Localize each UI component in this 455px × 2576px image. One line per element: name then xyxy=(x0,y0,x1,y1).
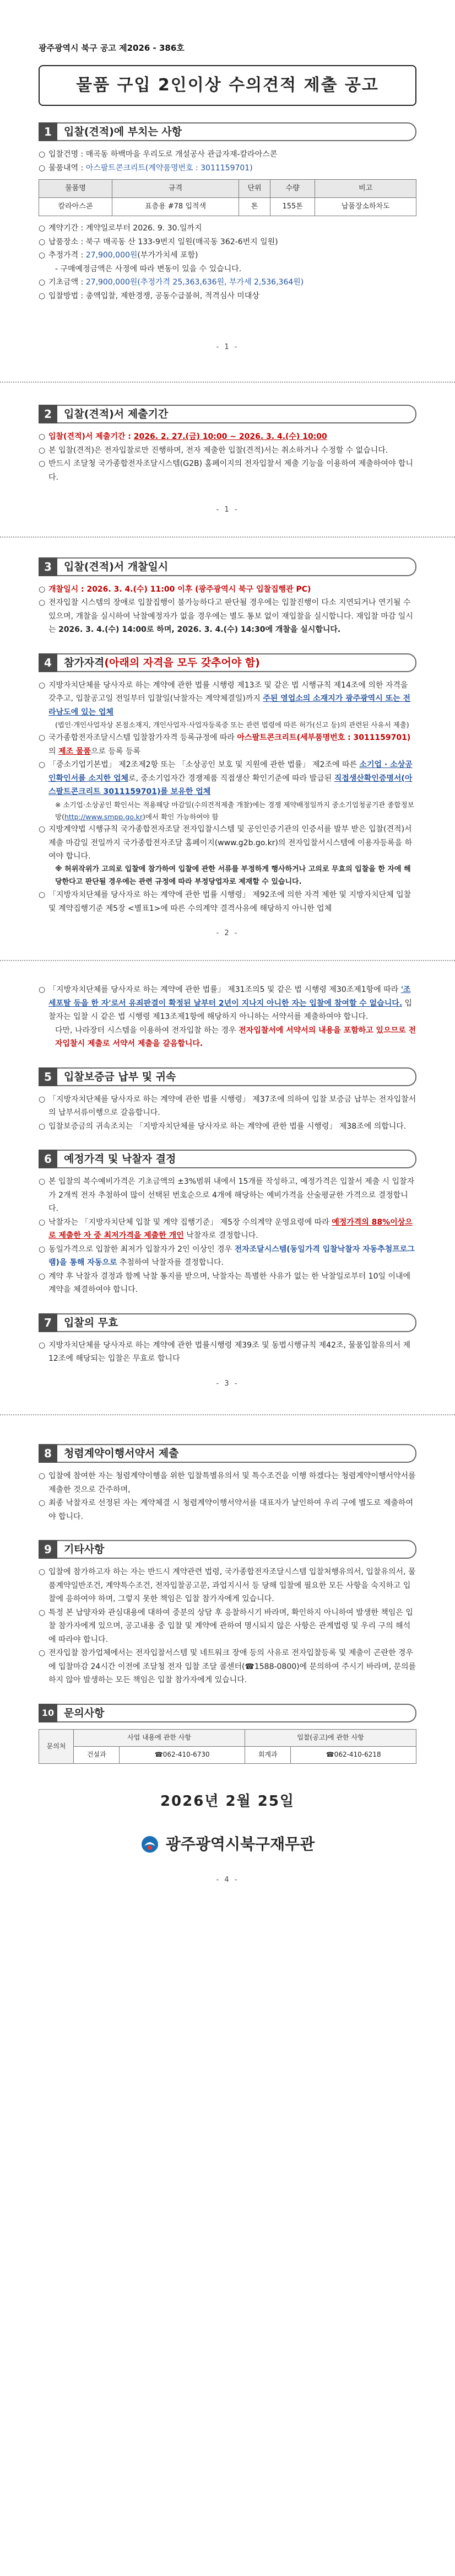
tax-rule: 「지방자치단체를 당사자로 하는 계약에 관한 법률」 제31조의5 및 같은 법 시행령 제30조제1항에 따라 xyxy=(48,985,401,995)
price-rule: 본 입찰의 복수예비가격은 기초금액의 ±3%범위 내에서 15개를 작성하고, 예정가격은 입찰서 제출 시 입찰자가 2개씩 전자 추첨하여 많이 선택된 번호순으로 4개에 해당하는 예비가격을 산술평균한 가격으로 결정합니다. xyxy=(48,1177,415,1214)
section-number: 2 xyxy=(39,405,57,423)
table-header: 물품명 xyxy=(39,180,112,198)
tax-evasion: '조세포탈 등을 한 자' xyxy=(48,985,411,1008)
section-number: 8 xyxy=(39,1444,57,1463)
base-price: 27,900,000원(추정가격 25,363,636원, 부가세 2,536,364원) xyxy=(85,278,304,287)
contact-dept: 건설과 xyxy=(74,1746,120,1763)
section-number: 4 xyxy=(39,653,57,672)
delivery-place: 납품장소 : 북구 매곡동 산 133-9번지 일원(매곡동 362-6번지 일원) xyxy=(48,237,278,246)
page-title: 물품 구입 2인이상 수의견적 제출 공고 xyxy=(39,65,416,106)
award-rule: 낙찰자는 「지방자치단체 입찰 및 계약 집행기준」 제5장 수의계약 운영요령에 따라 xyxy=(48,1217,332,1227)
contract-deadline: 계약 후 낙찰자 결정과 함께 낙찰 통지를 받으며, 낙찰자는 특별한 사유가 없는 한 낙찰일로부터 10일 이내에 계약을 체결하여야 합니다. xyxy=(48,1271,411,1295)
section-number: 6 xyxy=(39,1150,57,1168)
registration-item: 아스팔트콘크리트(세부품명번호 : 3011159701) xyxy=(237,733,411,743)
pledge-substitute: 전자입찰서에 서약서의 내용을 포함하고 있으므로 전자입찰시 제출로 서약서 제출을 갈음합니다. xyxy=(55,1026,416,1049)
page-number: - 1 - xyxy=(216,506,239,514)
tie-rule: 동일가격으로 입찰한 최저가 입찰자가 2인 이상인 경우 xyxy=(48,1244,235,1254)
page: 광주광역시 북구 공고 제2026 - 386호 물품 구입 2인이상 수의견적 제출 공고 1 입찰(견적)에 부치는 사항 ○ 입찰건명 : 매곡동 하백마을 우리도로 개설공사 관급자재-칼라아스콘 ○ 물품내역 : 아스팔트콘크리트(계약품명번호 : 3011159701) 물품명 규격 단위 수량 비고 칼라아스콘 표층용 #78 입적색 톤 155톤 납품장소하차도 ○ 계약기간 : 계약일로부터 2026. 9. 30.일까지 ○ 납품장소 : 북구 매곡동 산 133-9번지 일원(매곡동 362-6번지 일원) ○ 추정가격 : 27,900,000원(부가가치세 포함) - 구매예정금액은 사정에 따라 변동이 있을 수 있습니다. ○ 기초금액 : 27,900,000원(추정가격 25,363,636원, 부가세 2,536,364원) ○ 입찰방법 : 총액입찰, 제한경쟁, 공동수급불허, 적격심사 미대상 - 1 - 2 입찰(견적)서 제출기간 ○ 입찰(견적)서 제출기간 : 2026. 2. 27.(금) 10:00 ~ 2026. 3. 4.(수) 10:00 ○ 본 입찰(견적)은 전자입찰로만 진행하며, 전자 제출한 입찰(견적)서는 취소하거나 수정할 수 없습니다. ○ 반드시 조달청 국가종합전자조달시스템(G2B) 홈페이지의 전자입찰서 제출 기능을 이용하여 제출하여야 합니다. - 1 - 3 입찰(견적)서 개찰일시 ○ 개찰일시 : 2026. 3. 4.(수) 11:00 이후 (광주광역시 북구 입찰집행관 PC) ○ 전자입찰 시스템의 장애로 입찰집행이 불가능하다고 판단될 경우에는 입찰진행이 다소 지연되거나 연기될 수 있으며, 개찰을 실시하여 낙찰예정자가 없을 경우에는 별도 통보 없이 재입찰을 실시합니다. 재입찰 마감 일시는 2026. 3. 4.(수) 14:00로 하며, 2026. 3. 4.(수) 14:30에 개찰을 실시합니다. 4 참가자격(아래의 자격을 모두 갖추어야 함) ○ 지방자치단체를 당사자로 하는 계약에 관한 법률 시행령 제13조 및 같은 법 시행규칙 제14조에 의한 자격을 갖추고, 입찰공고일 전일부터 입찰일(낙찰자는 계약체결일)까지 주된 영업소의 소재지가 광주광역시 또는 전라남도에 있는 업체 (법인·개인사업자상 본점소재지, 개인사업자·사업자등록증 또는 관련 법령에 따른 허가(신고 등)의 관련된 사유서 제출) ○ 국가종합전자조달시스템 입찰참가자격 등록규정에 따라 아스팔트콘크리트(세부품명번호 : 3011159701)의 제조 물품으로 등록 등록 ○ 「중소기업기본법」 제2조제2항 또는 「소상공인 보호 및 지원에 관한 법률」 제2조에 따른 소기업 · 소상공인확인서를 소지한 업체로, 중소기업자간 경쟁제품 직접생산 확인기준에 따라 발급된 직접생산확인증명서(아스팔트콘크리트 3011159701)를 보유한 업체 ※ 소기업·소상공인 확인서는 적용해당 마감일(수의견적제출 개찰)에는 경쟁 제약배정일까지 중소기업청공기관 종합정보망(http://www.smpp.go.kr)에서 확인 가능하여야 함 ○ 지방계약법 시행규칙 국가종합전자조달 전자입찰시스템 및 공인인증기관의 인증서를 발부 받은 입찰(견적)서 제출 마감일 전일까지 국가종합전자조달 홈페이지(www.g2b.go.kr)의 전자입찰서시스템에 이용자등록을 하여야 합니다. ※ 허위작위가 고의로 입찰에 참가하여 입찰에 관한 서류를 부정하게 행사하거나 고의로 무효의 입찰을 한 자에 해당한다고 판단될 경우에는 관련 규정에 따라 부정당업자로 제재할 수 있습니다. ○ 「지방자치단체를 당사자로 하는 계약에 관한 법률 시행령」 제92조에 의한 자격 제한 및 지방자치단체 입찰 및 계약집행기준 제5장 <별표1>에 따른 수의계약 결격사유에 해당하지 아니한 업체 - 2 - ○ 「지방자치단체를 당사자로 하는 계약에 관한 법률」 제31조의5 및 같은 법 시행령 제30조제1항에 따라 '조세포탈 등을 한 자'로서 유죄판결이 확정된 날부터 2년이 지나지 아니한 자는 입찰에 참여할 수 없습니다. 입찰자는 입찰 시 같은 법 시행령 제13조제1항에 해당하지 아니하는 서약서를 제출하여야 합니다. 다만, 나라장터 시스템을 이용하여 전자입찰 하는 경우 전자입찰서에 서약서의 내용을 포함하고 있으므로 전자입찰시 제출로 서약서 제출을 갈음합니다. 5 입찰보증금 납부 및 귀속 ○ 「지방자치단체를 당사자로 하는 계약에 관한 법률 시행령」 제37조에 의하여 입찰 보증금 납부는 전자입찰서의 납부서류이행으로 갈음합니다. ○ 입찰보증금의 귀속조치는 「지방자치단체를 당사자로 하는 계약에 관한 법률 시행령」 제38조에 의합니다. 6 예정가격 및 낙찰자 결정 ○ 본 입찰의 복수예비가격은 기초금액의 ±3%범위 내에서 15개를 작성하고, 예정가격은 입찰서 제출 시 입찰자가 2개씩 전자 추첨하여 많이 선택된 번호순으로 4개에 해당하는 예비가격을 산술평균한 가격으로 결정합니다. ○ 낙찰자는 「지방자치단체 입찰 및 계약 집행기준」 제5장 수의계약 운영요령에 따라 예정가격의 88%이상으로 제출한 자 중 최저가격을 제출한 개인 낙찰자로 결정합니다. ○ 동일가격으로 입찰한 최저가 입찰자가 2인 이상인 경우 전자조달시스템(동일가격 입찰낙찰자 자동추첨프로그램)을 통해 자동으로 추첨하여 낙찰자를 결정합니다. ○ 계약 후 낙찰자 결정과 함께 낙찰 통지를 받으며, 낙찰자는 특별한 사유가 없는 한 낙찰일로부터 10일 이내에 계약을 체결하여야 합니다. 7 입찰의 무효 ○ 지방자치단체를 당사자로 하는 계약에 관한 법률시행령 제39조 및 동법시행규칙 제42조, 물품입찰유의서 제12조에 해당되는 입찰은 무효로 합니다 - 3 - 8 청렴계약이행서약서 제출 ○ 입찰에 참여한 자는 청렴계약이행을 위한 입찰특별유의서 및 특수조건을 이행 하겠다는 청렴계약이행서약서를 제출한 것으로 간주하며, ○ 최종 낙찰자로 선정된 자는 계약체결 시 청렴계약이행서약서를 대표자가 날인하여 우리 구에 별도로 제출하여야 합니다. 9 기타사항 ○ 입찰에 참가하고자 하는 자는 반드시 계약관련 법령, 국가종합전자조달시스템 입찰처행유의서, 입찰유의서, 물품계약일반조건, 계약특수조건, 전자입찰공고문, 과업지시서 등 당해 입찰에 필요한 모든 사항을 숙지하고 입찰에 응하여야 하며, 그렇지 못한 책임은 입찰 참가자에게 있습니다. ○ 특정 본 납양자와 관심대용에 대하여 중분의 상담 후 응찰하시기 바라며, 확인하지 아니하여 발생한 책임은 입찰 참가자에게 있으며, 공고내용 중 입찰 및 계약에 관하여 명시되지 않은 사항은 관계법령 및 우리 구의 해석에 따라야 합니다. ○ 전자입찰 참가업체에서는 전자입찰서스템 및 네트워크 장애 등의 사유로 전자입찰등록 및 제출이 곤란한 경우에 입찰마감 24시간 이전에 조달청 전자 입찰 조달 콜센터(☎1588-0800)에 문의하여 주시기 바라며, 문의를 하지 않아 발생하는 모든 책임은 입찰 참가자에게 있습니다. 10 문의사항 문의처 사업 내용에 관한 사항 입찰(공고)에 관한 사항 건설과 ☎062-410-6730 회계과 ☎062-410-6218 2026년 2월 25일 광주광역시북구재무관 - 4 - xyxy=(0,0,455,1887)
section-3-header xyxy=(39,557,416,576)
fraud-warning: ※ 허위작위가 고의로 입찰에 참가하여 입찰에 관한 서류를 부정하게 행사하거나 고의로 무효의 입찰을 한 자에 해당한다고 판단될 경우에는 관련 규정에 따라 부정당업자로 제재할 수 있습니다. xyxy=(55,865,411,886)
contact-header: 사업 내용에 관한 사항 xyxy=(74,1729,245,1746)
table-header: 규격 xyxy=(112,180,239,198)
section-9-body: ○ 입찰에 참가하고자 하는 자는 반드시 계약관련 법령, 국가종합전자조달시스템 입찰처행유의서, 입찰유의서, 물품계약일반조건, 계약특수조건, 전자입찰공고문, 과업지시서 등 당해 입찰에 필요한 모든 사항을 숙지하고 입찰에 응하여야 하며, 그렇지 못한 책임은 입찰 참가자에게 있습니다. ○ 특정 본 납양자와 관심대용에 대하여 중분의 상담 후 응찰하시기 바라며, 확인하지 아니하여 발생한 책임은 입찰 참가자에게 있으며, 공고내용 중 입찰 및 계약에 관하여 명시되지 않은 사항은 관계법령 및 우리 구의 해석에 따라야 합니다. ○ 전자입찰 참가업체에서는 전자입찰서스템 및 네트워크 장애 등의 사유로 전자입찰등록 및 제출이 곤란한 경우에 입찰마감 24시간 이전에 조달청 전자 입찰 조달 콜센터(☎1588-0800)에 문의하여 주시기 바라며, 문의를 하지 않아 발생하는 모든 책임은 입찰 참가자에게 있습니다. xyxy=(39,1565,416,1687)
small-business-cert: 소기업 · 소상공인확인서를 소지한 업체 xyxy=(48,760,413,783)
issuer xyxy=(39,1831,416,1858)
section-3-body: ○ 개찰일시 : 2026. 3. 4.(수) 11:00 이후 (광주광역시 북구 입찰집행관 PC) ○ 전자입찰 시스템의 장애로 입찰집행이 불가능하다고 판단될 경우에는 입찰진행이 다소 지연되거나 연기될 수 있으며, 개찰을 실시하여 낙찰예정자가 없을 경우에는 별도 통보 없이 재입찰을 실시합니다. 재입찰 마감 일시는 2026. 3. 4.(수) 14:00로 하며, 2026. 3. 4.(수) 14:30에 개찰을 실시합니다. xyxy=(39,584,413,635)
section-title: 청렴계약이행서약서 제출 xyxy=(57,1444,416,1463)
contact-phone: ☎062-410-6730 xyxy=(120,1746,245,1763)
label: 기초금액 : xyxy=(48,278,86,287)
section-number: 10 xyxy=(39,1704,57,1722)
section-title: 입찰보증금 납부 및 귀속 xyxy=(57,1067,416,1086)
seal-icon xyxy=(140,1835,159,1854)
section-5-body: ○ 「지방자치단체를 당사자로 하는 계약에 관한 법률 시행령」 제37조에 의하여 입찰 보증금 납부는 전자입찰서의 납부서류이행으로 갈음합니다. ○ 입찰보증금의 귀속조치는 「지방자치단체를 당사자로 하는 계약에 관한 법률 시행령」 제38조에 의합니다. xyxy=(39,1093,416,1134)
pledge-note: 다만, 나라장터 시스템을 이용하여 전자입찰 하는 경우 xyxy=(55,1026,239,1035)
contact-table xyxy=(39,1729,416,1764)
table-header: 수량 xyxy=(270,180,315,198)
tie-lottery: 전자조달시스템(동일가격 입찰낙찰자 자동추첨프로그램)을 통해 자동으로 xyxy=(48,1244,415,1268)
item-detail: 아스팔트콘크리트(계약품명번호 : 3011159701) xyxy=(85,163,253,173)
contract-period: 계약기간 : 계약일로부터 2026. 9. 30.일까지 xyxy=(48,224,202,233)
section-2-body: ○ 입찰(견적)서 제출기간 : 2026. 2. 27.(금) 10:00 ~ 2026. 3. 4.(수) 10:00 ○ 본 입찰(견적)은 전자입찰로만 진행하며, 전자 제출한 입찰(견적)서는 취소하거나 수정할 수 없습니다. ○ 반드시 조달청 국가종합전자조달시스템(G2B) 홈페이지의 전자입찰서 제출 기능을 이용하여 제출하여야 합니다. xyxy=(39,430,416,484)
registration-type: 제조 물품 xyxy=(58,747,91,756)
section-4-body: ○ 지방자치단체를 당사자로 하는 계약에 관한 법률 시행령 제13조 및 같은 법 시행규칙 제14조에 의한 자격을 갖추고, 입찰공고일 전일부터 입찰일(낙찰자는 계약체결일)까지 주된 영업소의 소재지가 광주광역시 또는 전라남도에 있는 업체 (법인·개인사업자상 본점소재지, 개인사업자·사업자등록증 또는 관련 법령에 따른 허가(신고 등)의 관련된 사유서 제출) ○ 국가종합전자조달시스템 입찰참가자격 등록규정에 따라 아스팔트콘크리트(세부품명번호 : 3011159701)의 제조 물품으로 등록 등록 ○ 「중소기업기본법」 제2조제2항 또는 「소상공인 보호 및 지원에 관한 법률」 제2조에 따른 소기업 · 소상공인확인서를 소지한 업체로, 중소기업자간 경쟁제품 직접생산 확인기준에 따라 발급된 직접생산확인증명서(아스팔트콘크리트 3011159701)를 보유한 업체 ※ 소기업·소상공인 확인서는 적용해당 마감일(수의견적제출 개찰)에는 경쟁 제약배정일까지 중소기업청공기관 종합정보망(http://www.smpp.go.kr)에서 확인 가능하여야 함 ○ 지방계약법 시행규칙 국가종합전자조달 전자입찰시스템 및 공인인증기관의 인증서를 발부 받은 입찰(견적)서 제출 마감일 전일까지 국가종합전자조달 홈페이지(www.g2b.go.kr)의 전자입찰서시스템에 이용자등록을 하여야 합니다. ※ 허위작위가 고의로 입찰에 참가하여 입찰에 관한 서류를 부정하게 행사하거나 고의로 무효의 입찰을 한 자에 해당한다고 판단될 경우에는 관련 규정에 따라 부정당업자로 제재할 수 있습니다. ○ 「지방자치단체를 당사자로 하는 계약에 관한 법률 시행령」 제92조에 의한 자격 제한 및 지방자치단체 입찰 및 계약집행기준 제5장 <별표1>에 따른 수의계약 결격사유에 해당하지 아니한 업체 xyxy=(39,679,416,916)
section-8-header xyxy=(39,1444,416,1463)
section-10-header xyxy=(39,1704,416,1722)
section-title-note: (아래의 자격을 모두 갖추어야 함) xyxy=(104,656,260,669)
label: 으로 등록 등록 xyxy=(90,747,141,756)
section-title: 입찰(견적)서 제출기간 xyxy=(57,405,416,423)
section-title: 예정가격 및 낙찰자 결정 xyxy=(57,1150,416,1168)
misc-rule-2: 특정 본 납양자와 관심대용에 대하여 중분의 상담 후 응찰하시기 바라며, 확인하지 아니하여 발생한 책임은 입찰 참가자에게 있으며, 공고내용 중 입찰 및 계약에 관하여 명시되지 않은 사항은 관계법령 및 우리 구의 해석에 따라야 합니다. xyxy=(48,1608,413,1644)
invalid-bid-rule: 지방자치단체를 당사자로 하는 계약에 관한 법률시행령 제39조 및 동법시행규칙 제42조, 물품입찰유의서 제12조에 해당되는 입찰은 무효로 합니다 xyxy=(48,1340,411,1364)
integrity-submission: 최종 낙찰자로 선정된 자는 계약체결 시 청렴계약이행서약서를 대표자가 날인하여 우리 구에 별도로 제출하여야 합니다. xyxy=(48,1499,413,1521)
section-1-header xyxy=(39,122,416,141)
section-9-header xyxy=(39,1540,416,1559)
tax-pledge: 입찰자는 입찰 시 같은 법 시행령 제13조제1항에 해당하지 아니하는 서약서를 제출하여야 합니다. xyxy=(48,999,413,1022)
direct-production-cert: 직접생산확인증명서(아스팔트콘크리트 3011159701)를 보유한 업체 xyxy=(48,774,413,797)
label: 로, 중소기업자간 경쟁제품 직접생산 확인기준에 따라 발급된 xyxy=(128,774,334,783)
section-8-body: ○ 입찰에 참여한 자는 청렴계약이행을 위한 입찰특별유의서 및 특수조건을 이행 하겠다는 청렴계약이행서약서를 제출한 것으로 간주하며, ○ 최종 낙찰자로 선정된 자는 계약체결 시 청렴계약이행서약서를 대표자가 날인하여 우리 구에 별도로 제출하여야 합니다. xyxy=(39,1469,416,1523)
label: 의 xyxy=(48,747,58,756)
label: 낙찰자로 결정합니다. xyxy=(183,1231,258,1241)
rebid-note: 전자입찰 시스템의 장애로 입찰집행이 불가능하다고 판단될 경우에는 입찰진행이 다소 지연되거나 연기될 수 있으며, 개찰을 실시하여 낙찰예정자가 없을 경우에는 별도 통보 없이 재입찰을 실시합니다. 재입찰 마감 일시는 xyxy=(48,598,413,635)
g2b-registration: 지방계약법 시행규칙 국가종합전자조달 전자입찰시스템 및 공인인증기관의 인증서를 발부 받은 입찰(견적)서 제출 마감일 전일까지 국가종합전자조달 홈페이지(www.g2b.go.kr)의 전자입찰서시스템에 이용자등록을 하여야 합니다. xyxy=(48,825,413,861)
contact-dept: 회계과 xyxy=(245,1746,290,1763)
section-number: 5 xyxy=(39,1067,57,1086)
smpp-link[interactable]: http://www.smpp.go.kr xyxy=(64,812,143,821)
table-cell: 칼라아스콘 xyxy=(39,198,112,216)
section-title: 입찰(견적)서 개찰일시 xyxy=(57,557,416,576)
misc-rule-1: 입찰에 참가하고자 하는 자는 반드시 계약관련 법령, 국가종합전자조달시스템 입찰처행유의서, 입찰유의서, 물품계약일반조건, 계약특수조건, 전자입찰공고문, 과업지시서 등 당해 입찰에 필요한 모든 사항을 숙지하고 입찰에 응하여야 하며, 그렇지 못한 책임은 입찰 참가자에게 있습니다. xyxy=(48,1568,416,1604)
section-title: 입찰(견적)에 부치는 사항 xyxy=(57,122,416,141)
section-number: 3 xyxy=(39,557,57,576)
qualification-text: 지방자치단체를 당사자로 하는 계약에 관한 법률 시행령 제13조 및 같은 법 시행규칙 제14조에 의한 자격을 갖추고, 입찰공고일 전일부터 입찰일(낙찰자는 계약체결일)까지 xyxy=(48,680,408,704)
page-number: - 4 - xyxy=(216,1876,239,1885)
label: 국가종합전자조달시스템 입찰참가자격 등록규정에 따라 xyxy=(48,733,237,743)
section-1-body: ○ 입찰건명 : 매곡동 하백마을 우리도로 개설공사 관급자재-칼라아스콘 ○ 물품내역 : 아스팔트콘크리트(계약품명번호 : 3011159701) 물품명 규격 단위 수량 비고 칼라아스콘 표층용 #78 입적색 톤 155톤 납품장소하차도 ○ 계약기간 : 계약일로부터 2026. 9. 30.일까지 ○ 납품장소 : 북구 매곡동 산 133-9번지 일원(매곡동 362-6번지 일원) ○ 추정가격 : 27,900,000원(부가가치세 포함) - 구매예정금액은 사정에 따라 변동이 있을 수 있습니다. ○ 기초금액 : 27,900,000원(추정가격 25,363,636원, 부가세 2,536,364원) ○ 입찰방법 : 총액입찰, 제한경쟁, 공동수급불허, 적격심사 미대상 xyxy=(39,148,416,303)
misc-rule-3: 전자입찰 참가업체에서는 전자입찰서스템 및 네트워크 장애 등의 사유로 전자입찰등록 및 제출이 곤란한 경우에 입찰마감 24시간 이전에 조달청 전자 입찰 조달 콜센터(☎1588-0800)에 문의하여 주시기 바라며, 문의를 하지 않아 발생하는 모든 책임은 입찰 참가자에게 있습니다. xyxy=(48,1649,416,1685)
section-4-header xyxy=(39,653,416,672)
vat-note: (부가가치세 포함) xyxy=(137,251,198,260)
section-2-header xyxy=(39,405,416,423)
section-6-header xyxy=(39,1150,416,1168)
label: 「중소기업기본법」 제2조제2항 또는 「소상공인 보호 및 지원에 관한 법률」 제2조에 따른 xyxy=(48,760,360,770)
table-cell: 표층용 #78 입적색 xyxy=(112,198,239,216)
item-name: 입찰건명 : 매곡동 하백마을 우리도로 개설공사 관급자재-칼라아스콘 xyxy=(48,150,278,159)
cert-note: ※ 소기업·소상공인 확인서는 적용해당 마감일(수의견적제출 개찰)에는 경쟁 제약배정일까지 중소기업청공기관 종합정보망( xyxy=(55,800,414,821)
issuer-name: 광주광역시북구재무관 xyxy=(165,1835,315,1854)
tax-rule-period: 로서 유죄판결이 확정된 날부터 2년이 지나지 아니한 자는 입찰에 참여할 수 없습니다. xyxy=(111,999,403,1008)
electronic-bid-note: 본 입찰(견적)은 전자입찰로만 진행하며, 전자 제출한 입찰(견적)서는 취소하거나 수정할 수 없습니다. xyxy=(48,446,388,455)
contact-phone: ☎062-410-6218 xyxy=(291,1746,416,1763)
notice-date: 2026년 2월 25일 xyxy=(160,1793,295,1810)
integrity-rule: 입찰에 참여한 자는 청렴계약이행을 위한 입찰특별유의서 및 특수조건을 이행 하겠다는 청렴계약이행서약서를 제출한 것으로 간주하며, xyxy=(48,1472,416,1494)
section-5-header xyxy=(39,1067,416,1086)
section-title: 참가자격 xyxy=(64,656,105,669)
label: 추첨하여 낙찰자를 결정합니다. xyxy=(117,1258,224,1268)
table-cell: 155톤 xyxy=(270,198,315,216)
contact-label: 문의처 xyxy=(39,1729,74,1763)
price-note: - 구매예정금액은 사정에 따라 변동이 있을 수 있습니다. xyxy=(55,264,242,273)
label: 물품내역 : xyxy=(48,163,86,173)
bid-method: 입찰방법 : 총액입찰, 제한경쟁, 공동수급불허, 적격심사 미대상 xyxy=(48,291,259,300)
submission-period: 2026. 2. 27.(금) 10:00 ~ 2026. 3. 4.(수) 10:00 xyxy=(133,432,327,441)
notice-number: 광주광역시 북구 공고 제2026 - 386호 xyxy=(39,43,185,53)
item-table xyxy=(39,179,416,216)
section-title: 입찰의 무효 xyxy=(57,1313,416,1332)
label: 추정가격 : xyxy=(48,251,86,260)
disqualification: 「지방자치단체를 당사자로 하는 계약에 관한 법률 시행령」 제92조에 의한 자격 제한 및 지방자치단체 입찰 및 계약집행기준 제5장 <별표1>에 따른 수의계약 결격사유에 해당하지 아니한 업체 xyxy=(48,890,411,913)
label: 개찰일시 : xyxy=(48,584,87,594)
page-number: - 2 - xyxy=(216,929,239,938)
opening-datetime: 2026. 3. 4.(수) 11:00 이후 (광주광역시 북구 입찰집행관 PC) xyxy=(86,584,311,594)
qualification-region: 주된 영업소의 소재지가 광주광역시 또는 전라남도에 있는 업체 xyxy=(48,694,411,717)
section-number: 1 xyxy=(39,122,57,141)
section-7-body: ○ 지방자치단체를 당사자로 하는 계약에 관한 법률시행령 제39조 및 동법시행규칙 제42조, 물품입찰유의서 제12조에 해당되는 입찰은 무효로 합니다 xyxy=(39,1339,416,1366)
qualification-note: (법인·개인사업자상 본점소재지, 개인사업자·사업자등록증 또는 관련 법령에 따른 허가(신고 등)의 관련된 사유서 제출) xyxy=(55,721,409,729)
table-header: 비고 xyxy=(315,180,416,198)
page-number: - 3 - xyxy=(216,1379,239,1388)
contact-header: 입찰(공고)에 관한 사항 xyxy=(245,1729,416,1746)
section-number: 9 xyxy=(39,1540,57,1559)
award-threshold: 예정가격의 88%이상으로 제출한 자 중 최저가격을 제출한 개인 xyxy=(48,1217,413,1241)
section-title: 문의사항 xyxy=(57,1704,416,1722)
deposit-forfeit: 입찰보증금의 귀속조치는 「지방자치단체를 당사자로 하는 계약에 관한 법률 시행령」 제38조에 의합니다. xyxy=(48,1121,407,1131)
cert-note-end: )에서 확인 가능하여야 함 xyxy=(143,812,219,821)
label: 입찰(견적)서 제출기간 : xyxy=(48,432,134,441)
estimated-price: 27,900,000원 xyxy=(85,251,138,260)
section-7-header xyxy=(39,1313,416,1332)
section-6-body: ○ 본 입찰의 복수예비가격은 기초금액의 ±3%범위 내에서 15개를 작성하고, 예정가격은 입찰서 제출 시 입찰자가 2개씩 전자 추첨하여 많이 선택된 번호순으로 4개에 해당하는 예비가격을 산술평균한 가격으로 결정합니다. ○ 낙찰자는 「지방자치단체 입찰 및 계약 집행기준」 제5장 수의계약 운영요령에 따라 예정가격의 88%이상으로 제출한 자 중 최저가격을 제출한 개인 낙찰자로 결정합니다. ○ 동일가격으로 입찰한 최저가 입찰자가 2인 이상인 경우 전자조달시스템(동일가격 입찰낙찰자 자동추첨프로그램)을 통해 자동으로 추첨하여 낙찰자를 결정합니다. ○ 계약 후 낙찰자 결정과 함께 낙찰 통지를 받으며, 낙찰자는 특별한 사유가 없는 한 낙찰일로부터 10일 이내에 계약을 체결하여야 합니다. xyxy=(39,1175,416,1297)
table-cell: 납품장소하차도 xyxy=(315,198,416,216)
table-cell: 톤 xyxy=(239,198,270,216)
page-divider xyxy=(0,536,455,538)
page-number: - 1 - xyxy=(216,343,239,352)
deposit-rule: 「지방자치단체를 당사자로 하는 계약에 관한 법률 시행령」 제37조에 의하여 입찰 보증금 납부는 전자입찰서의 납부서류이행으로 갈음합니다. xyxy=(48,1094,416,1118)
table-header: 단위 xyxy=(239,180,270,198)
section-number: 7 xyxy=(39,1313,57,1332)
section-title: 기타사항 xyxy=(57,1540,416,1559)
rebid-datetime: 2026. 3. 4.(수) 14:00로 하며, 2026. 3. 4.(수) 14:30에 개찰을 실시합니다. xyxy=(58,625,341,635)
g2b-note: 반드시 조달청 국가종합전자조달시스템(G2B) 홈페이지의 전자입찰서 제출 기능을 이용하여 제출하여야 합니다. xyxy=(48,459,413,482)
